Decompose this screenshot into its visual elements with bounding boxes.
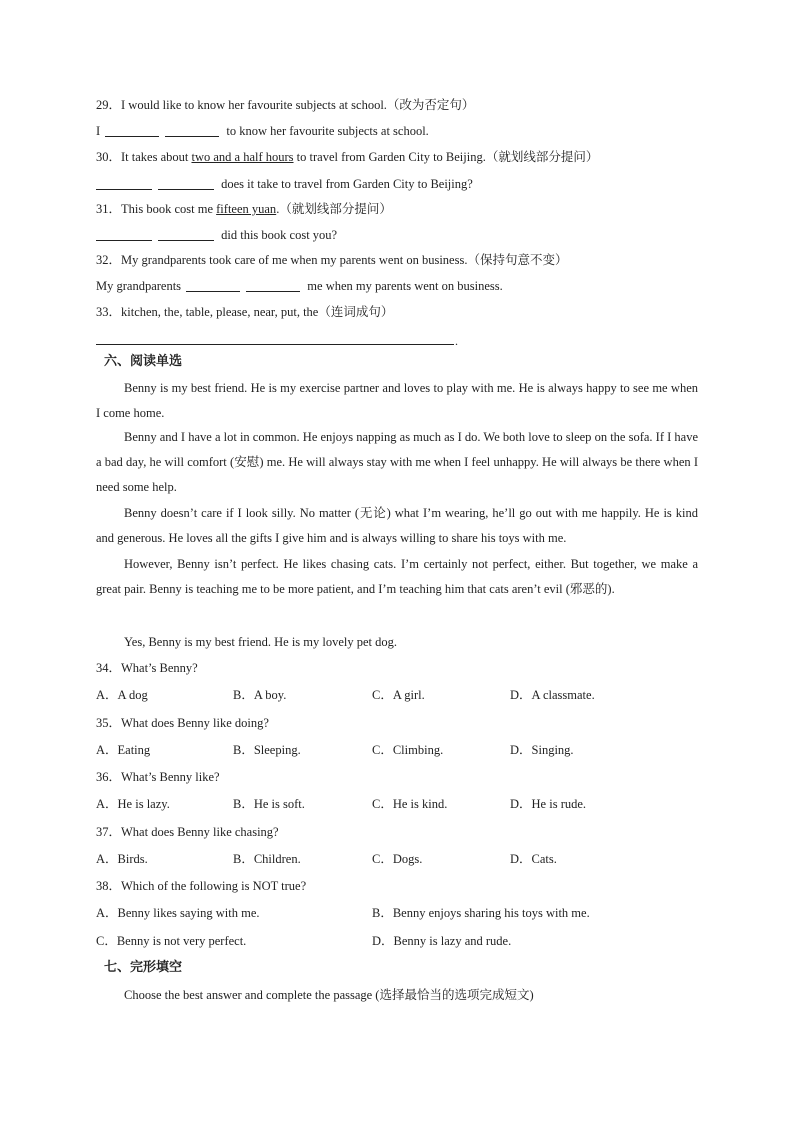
answer-blank[interactable] xyxy=(158,177,214,190)
option-a[interactable]: A．Birds. xyxy=(96,852,148,866)
end-dot: . xyxy=(455,334,458,348)
underlined-phrase: fifteen yuan xyxy=(216,202,277,216)
answer-prefix: I xyxy=(96,124,101,138)
answer-blank[interactable] xyxy=(246,279,300,292)
question-37: 37．What does Benny like chasing? xyxy=(96,825,279,839)
question-text: to travel from Garden City to Beijing.（就划线部分提问） xyxy=(293,150,599,164)
answer-line-29 xyxy=(96,123,429,139)
option-a[interactable]: A．A dog xyxy=(96,688,148,702)
answer-blank[interactable] xyxy=(158,228,214,241)
question-text: .（就划线部分提问） xyxy=(276,202,392,216)
answer-blank[interactable] xyxy=(105,124,159,137)
question-34: 34．What’s Benny? xyxy=(96,661,198,675)
answer-line-32 xyxy=(96,278,503,294)
answer-suffix: me when my parents went on business. xyxy=(307,279,503,293)
option-b[interactable]: B．A boy. xyxy=(233,688,287,702)
passage-paragraph: Benny is my best friend. He is my exercise partner and loves to play with me. He is always happy to see me when I come home. xyxy=(96,381,698,420)
answer-line-30 xyxy=(96,176,473,192)
passage-paragraph: Benny doesn’t care if I look silly. No matter (无论) what I’m wearing, he’ll go out with me happily. He is kind and generous. He loves all the gifts I give him and is always willing to share his toys with me. xyxy=(96,506,698,545)
passage-paragraph: However, Benny isn’t perfect. He likes chasing cats. I’m certainly not perfect, either. But together, we make a great pair. Benny is teaching me to be more patient, and I’m teaching him that cats aren’t evil (邪恶的). xyxy=(96,557,698,596)
option-b[interactable]: B．He is soft. xyxy=(233,797,305,811)
option-b[interactable]: B．Benny enjoys sharing his toys with me. xyxy=(372,906,590,920)
option-d[interactable]: D．He is rude. xyxy=(510,797,587,811)
question-38: 38．Which of the following is NOT true? xyxy=(96,879,307,893)
answer-prefix: My grandparents xyxy=(96,279,182,293)
option-b[interactable]: B．Children. xyxy=(233,852,301,866)
option-a[interactable]: A．Benny likes saying with me. xyxy=(96,906,260,920)
answer-blank[interactable] xyxy=(165,124,219,137)
question-31 xyxy=(96,201,392,217)
question-29: 29．I would like to know her favourite subjects at school.（改为否定句） xyxy=(96,98,475,112)
question-30 xyxy=(96,149,598,165)
answer-suffix: to know her favourite subjects at school. xyxy=(226,124,429,138)
question-36: 36．What’s Benny like? xyxy=(96,770,220,784)
question-text: 30．It takes about xyxy=(96,150,192,164)
answer-blank[interactable] xyxy=(96,228,152,241)
option-c[interactable]: C．He is kind. xyxy=(372,797,448,811)
answer-line-31 xyxy=(96,227,337,243)
option-d[interactable]: D．Benny is lazy and rude. xyxy=(372,934,512,948)
option-a[interactable]: A．Eating xyxy=(96,743,151,757)
answer-suffix: did this book cost you? xyxy=(221,228,338,242)
passage-paragraph: Benny and I have a lot in common. He enjoys napping as much as I do. We both love to sleep on the sofa. If I have a bad day, he will comfort (安慰) me. He will always stay with me when I feel unhappy. He will always be there when I need some help. xyxy=(96,430,698,494)
section-heading-reading: 六、阅读单选 xyxy=(104,354,183,369)
option-a[interactable]: A．He is lazy. xyxy=(96,797,170,811)
answer-blank[interactable] xyxy=(186,279,240,292)
answer-blank-long[interactable] xyxy=(96,344,454,345)
question-32: 32．My grandparents took care of me when my parents went on business.（保持句意不变） xyxy=(96,253,568,267)
cloze-instruction: Choose the best answer and complete the passage (选择最恰当的选项完成短文) xyxy=(124,988,534,1002)
option-d[interactable]: D．Singing. xyxy=(510,743,574,757)
question-text: 31．This book cost me xyxy=(96,202,217,216)
option-d[interactable]: D．A classmate. xyxy=(510,688,595,702)
option-c[interactable]: C．A girl. xyxy=(372,688,425,702)
option-d[interactable]: D．Cats. xyxy=(510,852,557,866)
answer-blank[interactable] xyxy=(96,177,152,190)
answer-suffix: does it take to travel from Garden City to Beijing? xyxy=(221,177,473,191)
option-b[interactable]: B．Sleeping. xyxy=(233,743,301,757)
option-c[interactable]: C．Climbing. xyxy=(372,743,444,757)
passage-paragraph: Yes, Benny is my best friend. He is my lovely pet dog. xyxy=(124,635,398,649)
underlined-phrase: two and a half hours xyxy=(191,150,294,164)
option-c[interactable]: C．Dogs. xyxy=(372,852,423,866)
section-heading-cloze: 七、完形填空 xyxy=(104,960,183,975)
question-33: 33．kitchen, the, table, please, near, put, the（连词成句） xyxy=(96,305,394,319)
option-c[interactable]: C．Benny is not very perfect. xyxy=(96,934,247,948)
question-35: 35．What does Benny like doing? xyxy=(96,716,269,730)
